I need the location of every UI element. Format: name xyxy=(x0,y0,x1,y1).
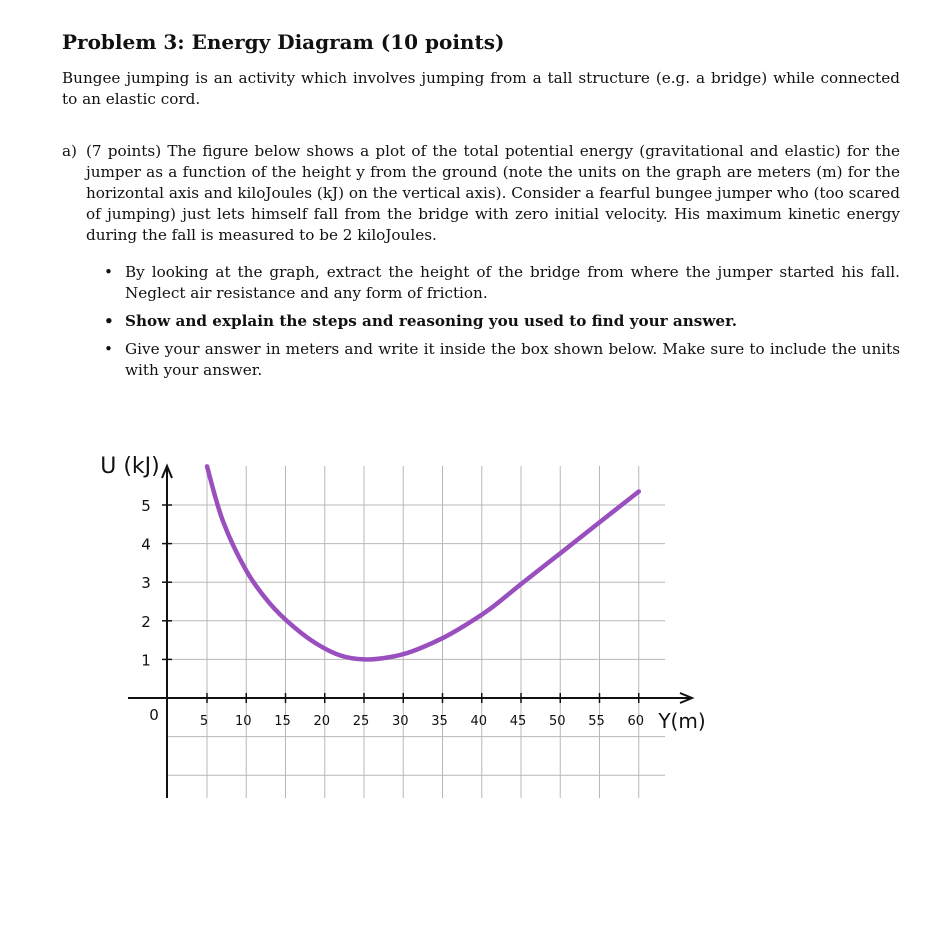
y-tick-label: 2 xyxy=(141,612,151,631)
x-tick-label: 60 xyxy=(627,714,645,729)
instruction-text: Show and explain the steps and reasoning you used to find your answer. xyxy=(125,312,737,330)
x-tick-label: 25 xyxy=(352,714,370,729)
part-a-text: (7 points) The figure below shows a plot of the total potential energy (gravitational and elastic) for the jumper as a function of the height y from the ground (note the units on the graph are meters (m) for the horizontal axis and kiloJoules (kJ) on the vertical axis). Consider a fearful bungee jumper who (too scared of jumping) just lets himself fall from the bridge with zero initial velocity. His maximum kinetic energy during the fall is measured to be 2 kiloJoules. xyxy=(86,142,900,244)
x-tick-label: 50 xyxy=(548,714,566,729)
problem-title: Problem 3: Energy Diagram (10 points) xyxy=(62,30,505,54)
instruction-item xyxy=(104,339,900,381)
x-tick-label: 15 xyxy=(274,714,291,729)
bullet-marker: • xyxy=(104,312,114,330)
intro-paragraph: Bungee jumping is an activity which involves jumping from a tall structure (e.g. a bridge) while connected to an elastic cord. xyxy=(62,69,900,108)
origin-label: 0 xyxy=(149,706,159,724)
y-tick-label: 1 xyxy=(141,651,151,670)
x-tick-label: 10 xyxy=(234,714,252,729)
y-tick-label: 5 xyxy=(141,497,151,515)
x-axis-label: Y(m) xyxy=(658,709,706,733)
y-axis-label: U (kJ) xyxy=(100,454,160,479)
x-tick-label: 55 xyxy=(588,714,605,729)
part-a-paragraph xyxy=(62,141,900,246)
instruction-text: By looking at the graph, extract the height of the bridge from where the jumper started his fall. Neglect air resistance and any form of friction. xyxy=(125,263,900,302)
part-a-label: a) xyxy=(62,142,77,160)
chart-ticks xyxy=(162,505,639,703)
chart-grid xyxy=(167,466,665,798)
instruction-text: Give your answer in meters and write it inside the box shown below. Make sure to include the units with your answer. xyxy=(125,340,900,379)
potential-energy-curve xyxy=(207,466,639,659)
x-tick-label: 30 xyxy=(391,714,409,729)
instruction-item xyxy=(104,262,900,304)
x-tick-label: 35 xyxy=(431,714,448,729)
x-tick-label: 20 xyxy=(313,714,331,729)
instruction-item xyxy=(104,311,900,332)
x-tick-label: 45 xyxy=(509,714,527,729)
instructions-list xyxy=(104,262,900,388)
bullet-marker: • xyxy=(104,340,113,358)
x-tick-label: 40 xyxy=(470,714,488,729)
energy-diagram-chart xyxy=(0,420,948,820)
x-tick-label: 5 xyxy=(199,714,209,729)
y-tick-label: 4 xyxy=(141,535,151,554)
y-tick-label: 3 xyxy=(141,574,151,593)
bullet-marker: • xyxy=(104,263,113,281)
